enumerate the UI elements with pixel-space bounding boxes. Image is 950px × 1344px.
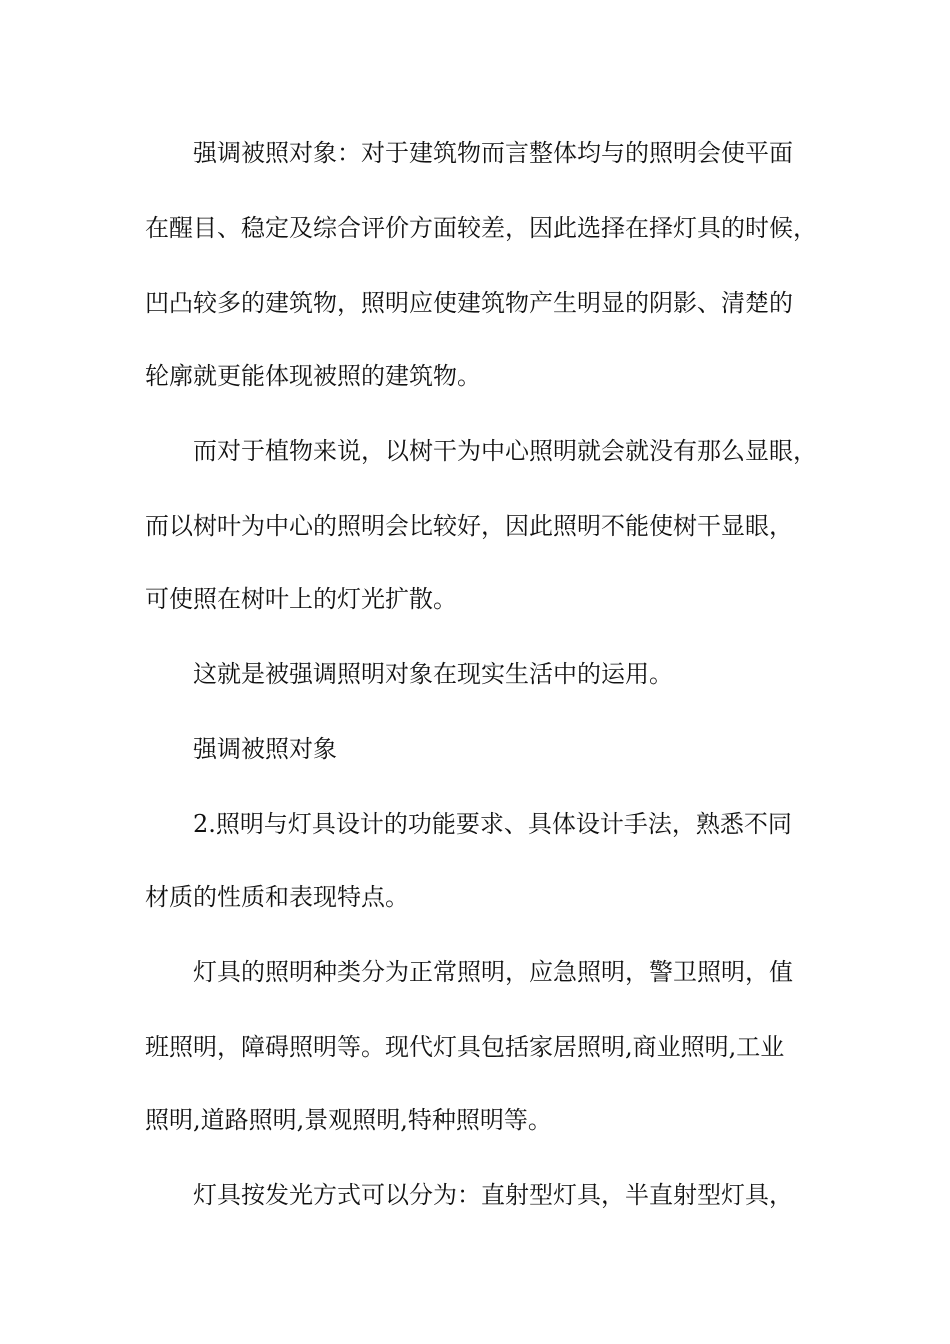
text-line: 在醒目、稳定及综合评价方面较差，因此选择在择灯具的时候， <box>145 214 817 242</box>
text-line: 而对于植物来说，以树干为中心照明就会就没有那么显眼， <box>193 437 817 465</box>
text-line: 强调被照对象：对于建筑物而言整体均与的照明会使平面 <box>193 139 793 167</box>
text-line: 2.照明与灯具设计的功能要求、具体设计手法，熟悉不同 <box>193 810 792 838</box>
text-line: 轮廓就更能体现被照的建筑物。 <box>145 362 481 390</box>
text-line: 照明,道路照明,景观照明,特种照明等。 <box>145 1106 552 1134</box>
section-heading: 强调被照对象 <box>193 735 337 763</box>
text-line: 这就是被强调照明对象在现实生活中的运用。 <box>193 660 673 688</box>
text-line: 班照明，障碍照明等。现代灯具包括家居照明,商业照明,工业 <box>145 1033 785 1061</box>
text-line: 灯具的照明种类分为正常照明，应急照明，警卫照明，值 <box>193 958 793 986</box>
text-line: 材质的性质和表现特点。 <box>145 883 409 911</box>
text-line: 凹凸较多的建筑物，照明应使建筑物产生明显的阴影、清楚的 <box>145 289 793 317</box>
text-line: 而以树叶为中心的照明会比较好，因此照明不能使树干显眼， <box>145 512 793 540</box>
text-line: 可使照在树叶上的灯光扩散。 <box>145 585 457 613</box>
text-line: 灯具按发光方式可以分为：直射型灯具，半直射型灯具， <box>193 1181 793 1209</box>
